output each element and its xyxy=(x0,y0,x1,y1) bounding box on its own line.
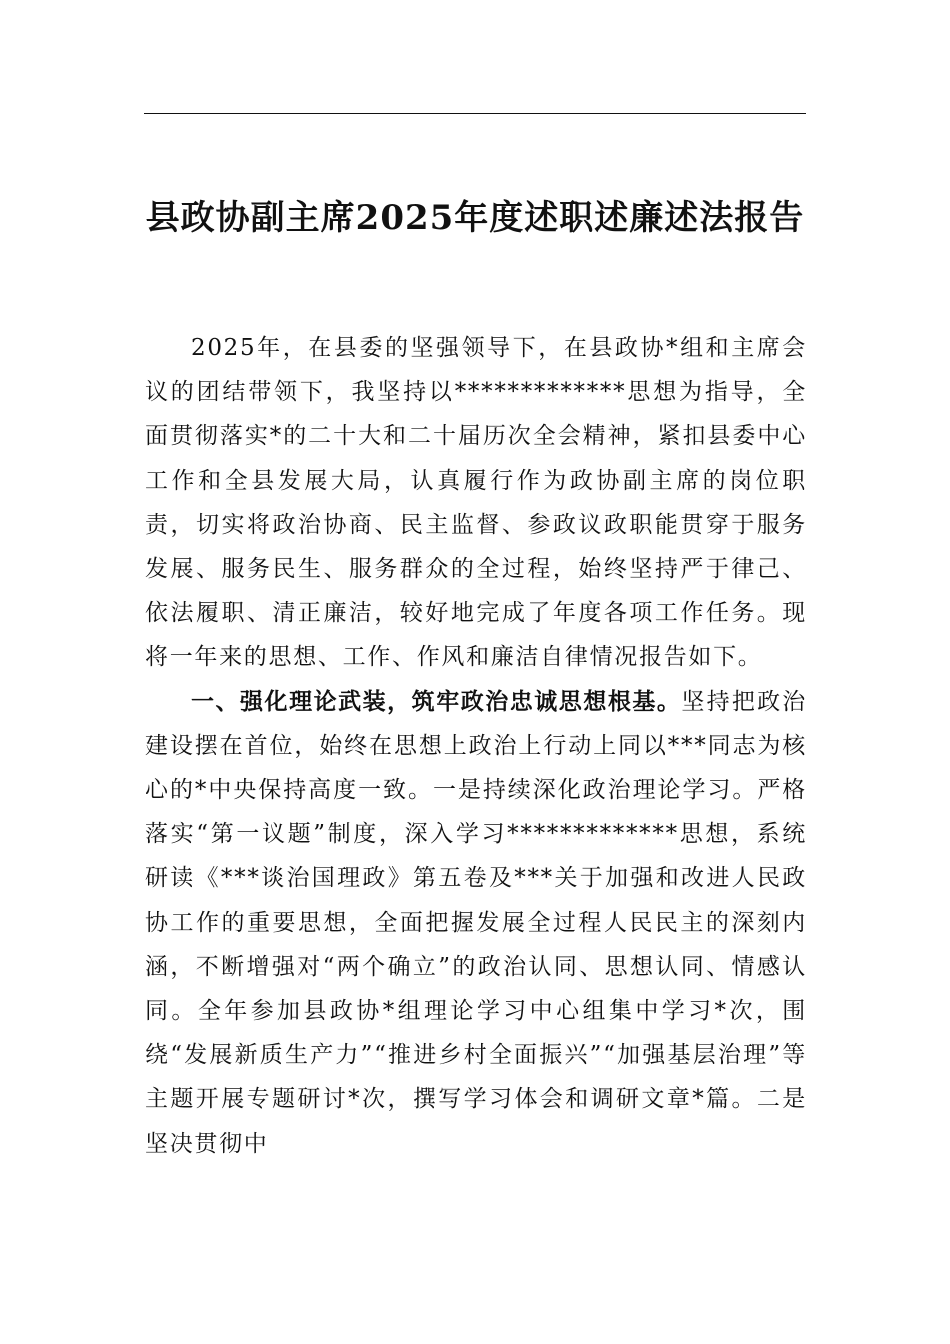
section-one-paragraph xyxy=(145,680,807,1166)
document-body xyxy=(145,326,807,1166)
section-heading: 一、强化理论武装，筑牢政治忠诚思想根基。 xyxy=(191,688,682,715)
document-title: 县政协副主席2025年度述职述廉述法报告 xyxy=(145,198,805,238)
header-rule xyxy=(144,113,806,114)
paragraph-text: 2025年，在县委的坚强领导下，在县政协*组和主席会议的团结带领下，我坚持以*************思想为指导，全面贯彻落实*的二十大和二十届历次全会精神，紧扣县委中心工作和全县发展大局，认真履行作为政协副主席的岗位职责，切实将政治协商、民主监督、参政议政职能贯穿于服务发展、服务民生、服务群众的全过程，始终坚持严于律己、依法履职、清正廉洁，较好地完成了年度各项工作任务。现将一年来的思想、工作、作风和廉洁自律情况报告如下。 xyxy=(145,335,807,671)
paragraph-text: 坚持把政治建设摆在首位，始终在思想上政治上行动上同以***同志为核心的*中央保持高度一致。一是持续深化政治理论学习。严格落实“第一议题”制度，深入学习*************思想，系统研读《***谈治国理政》第五卷及***关于加强和改进人民政协工作的重要思想，全面把握发展全过程人民民主的深刻内涵，不断增强对“两个确立”的政治认同、思想认同、情感认同。全年参加县政协*组理论学习中心组集中学习*次，围绕“发展新质生产力”“推进乡村全面振兴”“加强基层治理”等主题开展专题研讨*次，撰写学习体会和调研文章*篇。二是坚决贯彻中 xyxy=(145,688,808,1157)
intro-paragraph xyxy=(145,326,807,680)
